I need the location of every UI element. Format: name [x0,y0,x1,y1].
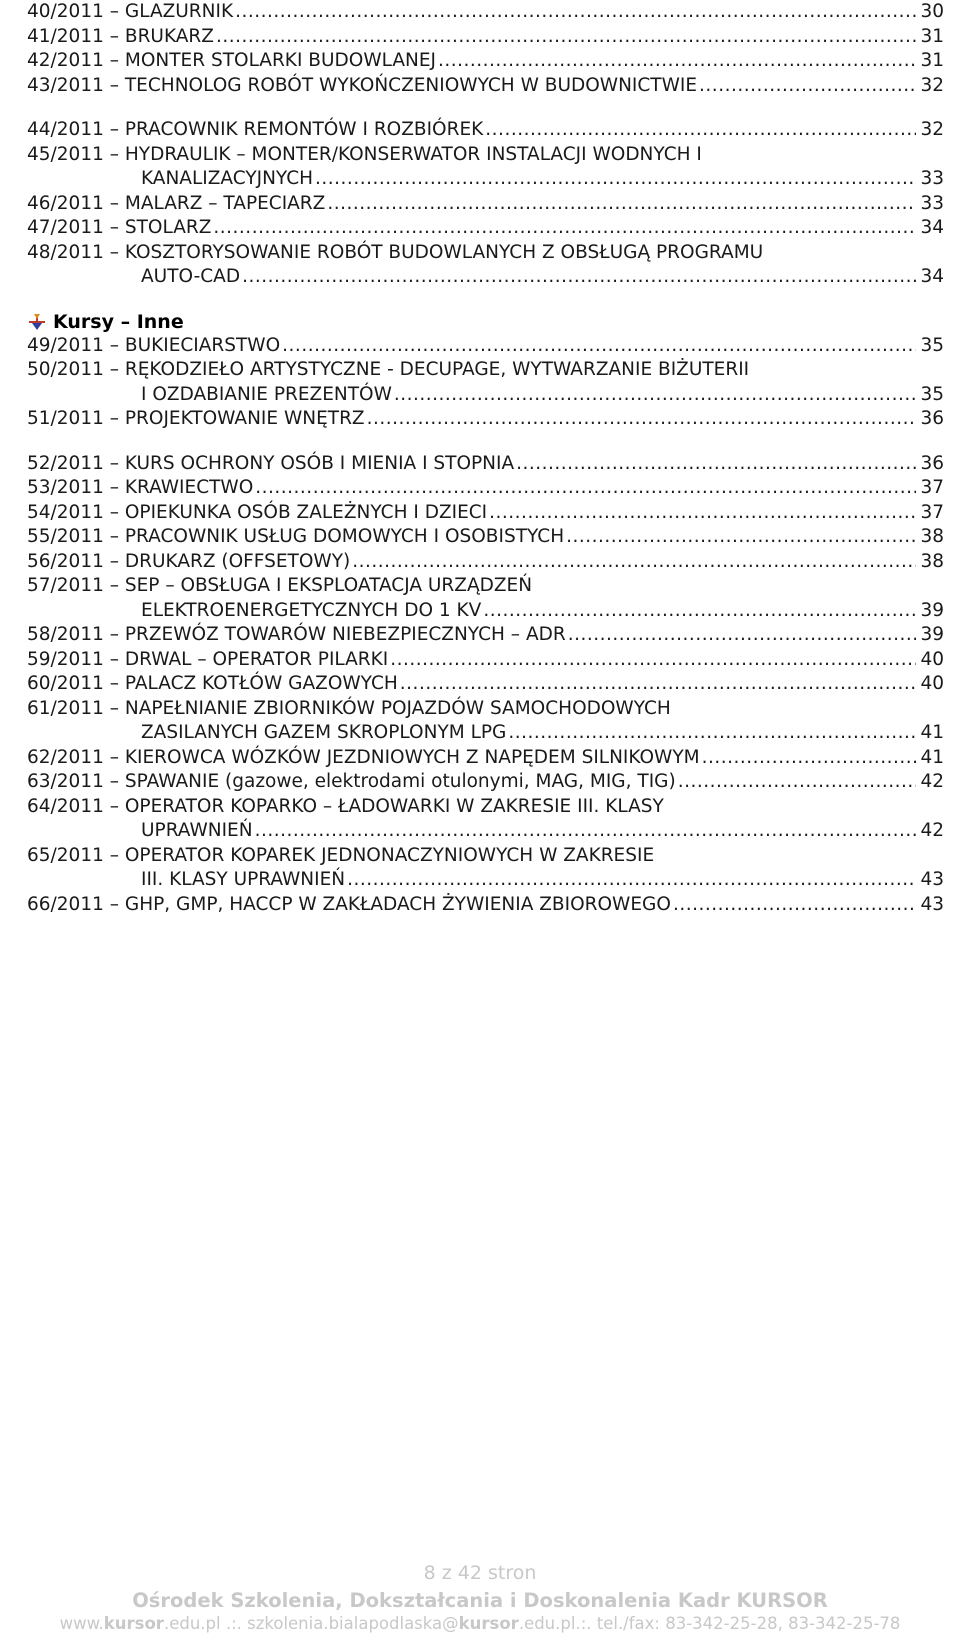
toc-entry-line [27,648,944,673]
toc-entry[interactable] [27,648,944,673]
toc-entry[interactable] [27,118,944,143]
toc-entry-line [27,697,944,722]
toc-entry-number: 46/2011 – [27,192,125,214]
dot-leader [352,550,916,575]
toc-entry-number: 55/2011 – [27,526,125,547]
section-heading-text: Kursy – Inne [53,310,184,333]
contact-www-prefix: www. [59,1614,104,1633]
toc-entry-line [27,770,944,795]
dot-leader [390,648,916,673]
toc-entry-page: 34 [920,217,944,238]
toc-entry-line [27,819,944,844]
toc-entry-number: 53/2011 – [27,477,125,498]
toc-entry-number: 62/2011 – [27,746,125,768]
toc-entry-line [27,672,944,697]
dot-leader [282,334,916,359]
toc-entry-title: PALACZ KOTŁÓW GAZOWYCH [124,673,398,694]
toc-entry-title: UPRAWNIEŃ [141,820,253,841]
toc-entry-title: MALARZ – TAPECIARZ [124,192,326,214]
toc-entry-title: SEP – OBSŁUGA I EKSPLOATACJA URZĄDZEŃ [124,575,533,596]
toc-entry-page: 35 [920,334,944,356]
toc-entry-title: BUKIECIARSTWO [124,334,281,356]
toc-entry-number: 52/2011 – [27,452,125,474]
dot-leader [678,770,917,795]
toc-entry-page: 36 [920,408,944,429]
toc-entry-title: I OZDABIANIE PREZENTÓW [141,383,392,405]
dot-leader [489,501,916,526]
toc-entry-title: TECHNOLOG ROBÓT WYKOŃCZENIOWYCH W BUDOWNICTWIE [124,74,698,96]
dot-leader [235,0,916,25]
toc-entry-page: 36 [920,452,944,474]
toc-entry-line [27,192,944,217]
toc-entry-number: 63/2011 – [27,771,125,792]
toc-entry-title: DRUKARZ (OFFSETOWY) [124,550,351,572]
dot-leader [516,452,916,477]
toc-entry[interactable] [27,334,944,359]
toc-entry-line [27,241,944,266]
toc-entry-number: 42/2011 – [27,50,125,71]
dot-leader [699,74,916,99]
toc-entry[interactable] [27,574,944,623]
toc-entry-number: 56/2011 – [27,550,125,572]
toc-entry[interactable] [27,216,944,241]
dot-leader [400,672,917,697]
toc-entry[interactable] [27,770,944,795]
dot-leader [347,868,916,893]
dot-leader [438,49,916,74]
toc-entry-line [27,118,944,143]
toc-entry[interactable] [27,407,944,432]
toc-entry-page: 33 [920,192,944,214]
toc-entry-line [27,383,944,408]
toc-entry-line [27,25,944,50]
dot-leader [367,407,917,432]
toc-entry-page: 34 [920,266,944,287]
toc-group [27,0,944,98]
toc-entry-line [27,167,944,192]
toc-entry-line [27,599,944,624]
toc-entry-title: PRACOWNIK REMONTÓW I ROZBIÓREK [124,119,484,140]
toc-entry-title: OPIEKUNKA OSÓB ZALEŻNYCH I DZIECI [124,501,488,523]
dot-leader [242,265,916,290]
toc-entry-page: 39 [920,624,944,645]
toc-entry-title: SPAWANIE (gazowe, elektrodami otulonymi, MAG, MIG, TIG) [124,771,676,792]
toc-entry-number: 54/2011 – [27,501,125,523]
toc-entry-line [27,844,944,869]
dot-leader [568,623,917,648]
dot-leader [213,216,916,241]
toc-entry[interactable] [27,241,944,290]
dot-leader [327,192,916,217]
toc-entry-title: PROJEKTOWANIE WNĘTRZ [124,408,365,429]
toc-entry-line [27,721,944,746]
toc-entry-line [27,143,944,168]
toc-entry-title: ELEKTROENERGETYCZNYCH DO 1 KV [141,599,482,621]
toc-entry-page: 41 [920,722,944,743]
organization-name: Ośrodek Szkolenia, Dokształcania i Doskonalenia Kadr KURSOR [132,1589,828,1612]
toc-entry-page: 33 [920,168,944,189]
toc-entry-title: BRUKARZ [124,25,214,47]
toc-entry[interactable] [27,525,944,550]
dot-leader [673,893,917,918]
toc-entry[interactable] [27,672,944,697]
toc-entry-page: 38 [920,526,944,547]
dot-leader [508,721,916,746]
toc-entry-page: 42 [920,771,944,792]
toc-entry-page: 38 [920,550,944,572]
toc-entry-page: 37 [920,501,944,523]
toc-entry[interactable] [27,358,944,407]
toc-entry-line [27,868,944,893]
toc-entry[interactable] [27,74,944,99]
toc-entry-page: 32 [920,74,944,96]
toc-entry-line [27,746,944,771]
dot-leader [255,476,916,501]
toc-entry-number: 64/2011 – [27,795,125,817]
toc-entry-number: 65/2011 – [27,844,125,866]
toc-entry-line [27,334,944,359]
toc-entry-page: 37 [920,477,944,498]
toc-entry[interactable] [27,143,944,192]
arrow-down-icon [27,312,47,332]
contact-brand-2: kursor [458,1614,519,1633]
toc-entry-number: 49/2011 – [27,334,125,356]
toc-entry-number: 66/2011 – [27,893,125,915]
toc-entry-page: 42 [920,820,944,841]
toc-entry-number: 57/2011 – [27,575,125,596]
contact-www-suffix: .edu.pl .:. szkolenia.bialapodlaska@ [163,1614,459,1633]
toc-entry[interactable] [27,25,944,50]
toc-entry-title: III. KLASY UPRAWNIEŃ [141,869,346,890]
toc-entry-title: STOLARZ [124,217,212,238]
toc-group [27,452,944,918]
toc-entry-number: 50/2011 – [27,359,125,380]
toc-entry-title: KOSZTORYSOWANIE ROBÓT BUDOWLANYCH Z OBSŁUGĄ PROGRAMU [124,241,764,263]
contact-rest: .edu.pl.:. tel./fax: 83-342-25-28, 83-342-25-78 [518,1614,901,1633]
toc-entry-number: 41/2011 – [27,25,125,47]
toc-entry-title: OPERATOR KOPAREK JEDNONACZYNIOWYCH W ZAKRESIE [124,844,655,866]
toc-entry[interactable] [27,697,944,746]
toc-entry-title: PRZEWÓZ TOWARÓW NIEBEZPIECZNYCH – ADR [124,624,566,645]
toc-entry[interactable] [27,192,944,217]
toc-entry-page: 39 [920,599,944,621]
toc-entry-line [27,574,944,599]
contact-line [0,1614,960,1633]
toc-entry-line [27,358,944,383]
toc-entry-number: 59/2011 – [27,648,125,670]
toc-entry-title: RĘKODZIEŁO ARTYSTYCZNE - DECUPAGE, WYTWARZANIE BIŻUTERII [124,359,750,380]
toc-entry-line [27,74,944,99]
toc-entry-page: 43 [920,869,944,890]
toc-entry-page: 30 [920,1,944,22]
toc-entry[interactable] [27,746,944,771]
toc-entry-page: 41 [920,746,944,768]
toc-group [27,118,944,290]
toc-entry-title: DRWAL – OPERATOR PILARKI [124,648,389,670]
contact-brand: kursor [103,1614,164,1633]
toc-entry[interactable] [27,0,944,25]
toc-entry-page: 40 [920,673,944,694]
dot-leader [394,383,917,408]
toc-entry[interactable] [27,49,944,74]
toc-entry-title: MONTER STOLARKI BUDOWLANEJ [124,50,436,71]
dot-leader [566,525,916,550]
dot-leader [702,746,917,771]
toc-entry-title: KANALIZACYJNYCH [141,168,314,189]
toc-entry-title: KRAWIECTWO [124,477,254,498]
toc-entry[interactable] [27,452,944,477]
toc-entry-title: GHP, GMP, HACCP W ZAKŁADACH ŻYWIENIA ZBIOROWEGO [124,893,671,915]
toc-entry-number: 43/2011 – [27,74,125,96]
toc-entry-line [27,265,944,290]
toc-entry-title: OPERATOR KOPARKO – ŁADOWARKI W ZAKRESIE III. KLASY [124,795,664,817]
section-heading [27,310,944,334]
dot-leader [485,118,916,143]
toc-entry[interactable] [27,893,944,918]
toc-entry-number: 40/2011 – [27,1,125,22]
toc-entry-title: AUTO-CAD [141,266,241,287]
toc-entry-page: 40 [920,648,944,670]
toc-entry-number: 58/2011 – [27,624,125,645]
toc-entry-line [27,216,944,241]
toc-entry-number: 51/2011 – [27,408,125,429]
toc-entry-title: HYDRAULIK – MONTER/KONSERWATOR INSTALACJI WODNYCH I [124,143,702,165]
toc-entry-page: 32 [920,119,944,140]
dot-leader [255,819,917,844]
table-of-contents [27,0,944,917]
toc-entry-title: PRACOWNIK USŁUG DOMOWYCH I OSOBISTYCH [124,526,565,547]
toc-entry[interactable] [27,795,944,844]
toc-entry[interactable] [27,844,944,893]
toc-entry-line [27,501,944,526]
toc-entry-page: 35 [920,383,944,405]
dot-leader [315,167,916,192]
toc-entry-title: KIEROWCA WÓZKÓW JEZDNIOWYCH Z NAPĘDEM SILNIKOWYM [124,746,700,768]
toc-entry-number: 48/2011 – [27,241,125,263]
toc-entry-line [27,49,944,74]
page-indicator: 8 z 42 stron [423,1562,537,1584]
toc-entry-title: NAPEŁNIANIE ZBIORNIKÓW POJAZDÓW SAMOCHODOWYCH [124,697,671,719]
toc-entry[interactable] [27,550,944,575]
toc-entry-number: 47/2011 – [27,217,125,238]
dot-leader [216,25,917,50]
toc-entry-line [27,550,944,575]
toc-group [27,334,944,432]
toc-entry-number: 44/2011 – [27,119,125,140]
toc-entry-number: 61/2011 – [27,697,125,719]
toc-entry-line [27,623,944,648]
toc-entry-line [27,452,944,477]
toc-entry[interactable] [27,476,944,501]
toc-entry-title: GLAZURNIK [124,1,234,22]
toc-entry-number: 60/2011 – [27,673,125,694]
toc-entry-page: 43 [920,893,944,915]
toc-entry-line [27,476,944,501]
toc-entry-line [27,407,944,432]
toc-entry-page: 31 [920,50,944,71]
toc-entry[interactable] [27,501,944,526]
toc-entry-line [27,0,944,25]
toc-entry-number: 45/2011 – [27,143,125,165]
toc-entry[interactable] [27,623,944,648]
toc-entry-line [27,795,944,820]
dot-leader [483,599,916,624]
toc-entry-page: 31 [920,25,944,47]
toc-entry-line [27,525,944,550]
toc-entry-line [27,893,944,918]
toc-entry-title: KURS OCHRONY OSÓB I MIENIA I STOPNIA [124,452,515,474]
toc-entry-title: ZASILANYCH GAZEM SKROPLONYM LPG [141,722,507,743]
